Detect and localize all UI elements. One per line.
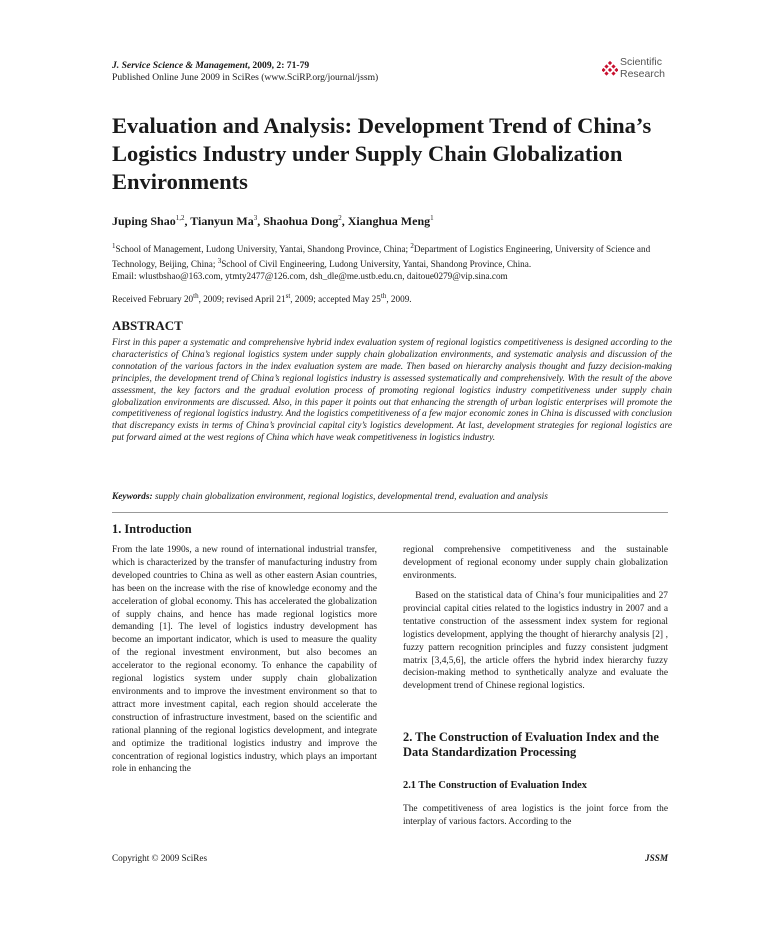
copyright-footer: Copyright © 2009 SciRes <box>112 853 208 863</box>
journal-name: J. Service Science & Management <box>112 60 248 71</box>
author-name: Tianyun Ma <box>190 214 254 228</box>
section-divider <box>112 512 668 513</box>
author-name: Xianghua Meng <box>347 214 431 228</box>
journal-issue: , 2009, 2: 71-79 <box>247 60 310 71</box>
subsection-heading: 2.1 The Construction of Evaluation Index <box>403 780 587 791</box>
keywords-text: supply chain globalization environment, regional logistics, developmental trend, evaluation and analysis <box>152 492 548 502</box>
author-affiliation-mark: 3 <box>253 214 258 222</box>
body-paragraph: regional comprehensive competitiveness and the sustainable development of regional economy under supply chain globalization environments. <box>403 545 668 581</box>
paper-title: Evaluation and Analysis: Development Trend of China’s Logistics Industry under Supply Chain Globalization Environments <box>112 113 652 194</box>
author-list: Juping Shao$^{1,2}$, Tianyun Ma$^3$, Shaohua Dong$^2$, Xianghua Meng$^1$ <box>112 214 434 228</box>
publisher-logo <box>600 56 680 86</box>
logo-text: Scientific Research <box>620 56 665 80</box>
journal-header <box>112 60 532 84</box>
keywords <box>112 492 672 502</box>
body-paragraph: The competitiveness of area logistics is the joint force from the interplay of various factors. According to the <box>403 804 668 827</box>
journal-abbreviation-footer: JSSM <box>645 853 668 863</box>
author-affiliation-mark: 2 <box>338 214 342 222</box>
section-heading-evaluation-index: 2. The Construction of Evaluation Index and the Data Standardization Processing <box>403 730 659 759</box>
abstract-text: First in this paper a systematic and comprehensive hybrid index evaluation system of regional logistics competitiveness is designed according to the characteristics of China’s regional logistics system under supply chain globalization environments, and systematic analysis and discussion of the connotation of the various factors in the index evaluation system are made. Then based on hierarchy analysis thought and fuzzy decision-making principles, the development trend of China’s regional logistics industry is assessed systematically and comprehensively. With the result of the above assessment, the key factors and the gradual evolution process of promoting regional logistics industry competitiveness under supply chain globalization environments are discussed. Also, in this paper it points out that enhancing the strength of urban logistic enterprises will promote the competitiveness of regional logistics industry. And the logistics competitiveness of a few major economic zones in China is discussed with conclusion that discrepancy exists in terms of China’s provincial capital city’s logistics development. At last, development strategies for regional logistics are put forward aimed at the west regions of China which have weak competitiveness in logistics industry. <box>112 338 672 444</box>
affiliations: $^1$School of Management, Ludong University, Yantai, Shandong Province, China; $^2$Department of Logistics Engineering, University of Science and Technology, Beijing, China; $^3$School of Civil Engineering, Ludong University, Yantai, Shandong Province, China. Email: wlustbshao@163.com, ytmty2477@126.com, dsh_dle@me.ustb.edu.cn, daitoue0279@vip.sina.com <box>112 240 672 282</box>
submission-dates: Received February 20th, 2009; revised April 21st, 2009; accepted May 25th, 2009. <box>112 292 412 305</box>
author-name: Juping Shao <box>112 214 176 228</box>
body-paragraph: From the late 1990s, a new round of international industrial transfer, which is characterized by the transfer of manufacturing industry from developed countries to China as well as other eastern Asian countries, has been on the increase with the rise of knowledge economy and the acceleration of global economy. This has accelerated the globalization of supply chains, and hence has made regional logistics more demanding [1]. The level of logistics industry development has become an important indicator, which is used to measure the quality of the regional investment environment, but also becomes an accelerator to the regional economy. To enhance the capability of regional logistics system under supply chain globalization environments and to improve the investment environment so that to attract more investment capital, each region should accelerate the construction of infrastructure investment, based on the scientific and rational planning of the regional logistics development, and integrate and optimize the traditional logistics industry and improve the concentration of regional logistics industry, which plays an important role in enhancing the <box>112 545 377 775</box>
published-line: Published Online June 2009 in SciRes (www.SciRP.org/journal/jssm) <box>112 72 379 83</box>
abstract-heading: ABSTRACT <box>112 318 183 333</box>
section-heading-introduction: 1. Introduction <box>112 522 192 536</box>
body-paragraph: Based on the statistical data of China’s four municipalities and 27 provincial capital cities related to the logistics industry in 2007 and a tentative construction of the assessment index system for regional logistics development, applying the thought of hierarchy analysis [2] , fuzzy pattern recognition principles and fuzzy consistent judgment matrix [3,4,5,6], the article offers the hybrid index hierarchy fuzzy decision-making method to synthetically analyze and evaluate the development trend of Chinese regional logistics. <box>403 591 668 692</box>
author-name: Shaohua Dong <box>263 214 339 228</box>
author-emails: Email: wlustbshao@163.com, ytmty2477@126.com, dsh_dle@me.ustb.edu.cn, daitoue0279@vip.sina.com <box>112 271 508 282</box>
author-affiliation-mark: 1 <box>430 214 434 222</box>
scientific-research-logo-icon <box>602 61 618 77</box>
author-affiliation-mark: 1,2 <box>175 214 185 222</box>
keywords-label: Keywords: <box>112 492 153 502</box>
